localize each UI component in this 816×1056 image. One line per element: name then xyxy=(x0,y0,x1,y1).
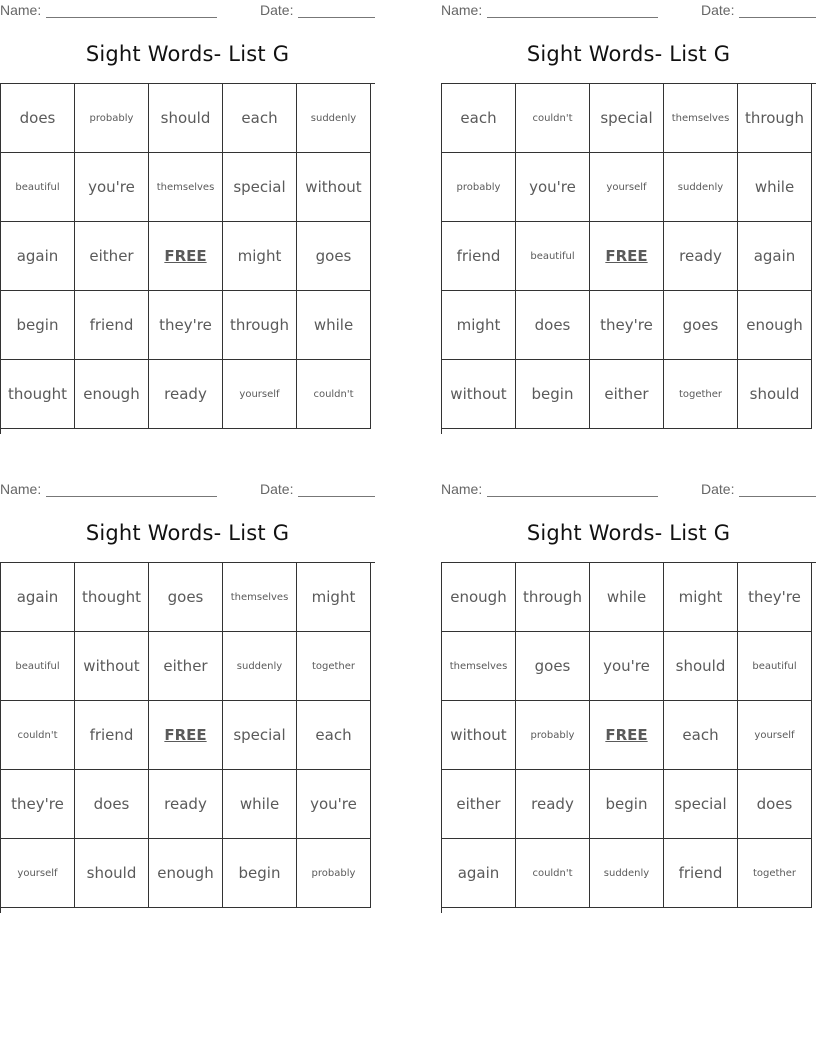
bingo-cell: thought xyxy=(75,563,149,632)
card-header xyxy=(441,2,816,20)
bingo-cell: should xyxy=(664,632,738,701)
bingo-cell: might xyxy=(664,563,738,632)
bingo-cell: couldn't xyxy=(1,701,75,770)
bingo-cell: goes xyxy=(516,632,590,701)
bingo-cell: begin xyxy=(516,360,590,429)
name-label: Name: xyxy=(441,481,483,497)
bingo-cell: enough xyxy=(149,839,223,908)
bingo-card xyxy=(441,479,816,913)
card-title: Sight Words- List G xyxy=(526,521,731,545)
bingo-cell: begin xyxy=(223,839,297,908)
card-title: Sight Words- List G xyxy=(85,521,290,545)
bingo-cell: friend xyxy=(75,701,149,770)
card-header xyxy=(441,481,816,499)
bingo-grid xyxy=(441,562,816,913)
bingo-cell: friend xyxy=(75,291,149,360)
bingo-cell: should xyxy=(149,84,223,153)
name-field-line xyxy=(46,17,217,18)
bingo-cell: enough xyxy=(738,291,812,360)
bingo-cell: yourself xyxy=(223,360,297,429)
bingo-cell: themselves xyxy=(223,563,297,632)
bingo-cell: special xyxy=(590,84,664,153)
bingo-cell: probably xyxy=(75,84,149,153)
bingo-cell: you're xyxy=(590,632,664,701)
bingo-cell: you're xyxy=(297,770,371,839)
bingo-cell: either xyxy=(590,360,664,429)
bingo-cell: while xyxy=(223,770,297,839)
bingo-cell: either xyxy=(149,632,223,701)
bingo-card xyxy=(0,479,375,913)
bingo-cell: suddenly xyxy=(590,839,664,908)
card-header xyxy=(0,2,375,20)
bingo-grid xyxy=(0,562,375,913)
bingo-cell: begin xyxy=(1,291,75,360)
bingo-grid xyxy=(441,83,816,434)
bingo-cell: ready xyxy=(149,770,223,839)
date-field-line xyxy=(739,496,816,497)
bingo-cell: probably xyxy=(516,701,590,770)
bingo-cell: couldn't xyxy=(516,84,590,153)
bingo-cell: beautiful xyxy=(516,222,590,291)
bingo-cell: does xyxy=(738,770,812,839)
bingo-cell: again xyxy=(442,839,516,908)
bingo-cell: might xyxy=(442,291,516,360)
bingo-cell: might xyxy=(297,563,371,632)
name-label: Name: xyxy=(441,2,483,18)
bingo-cell: each xyxy=(223,84,297,153)
bingo-cell: either xyxy=(442,770,516,839)
bingo-cell: ready xyxy=(664,222,738,291)
bingo-cell: does xyxy=(1,84,75,153)
bingo-cell: yourself xyxy=(738,701,812,770)
date-field-line xyxy=(298,496,375,497)
bingo-cell: while xyxy=(590,563,664,632)
bingo-cell: suddenly xyxy=(297,84,371,153)
free-space: FREE xyxy=(149,222,223,291)
bingo-cell: probably xyxy=(442,153,516,222)
bingo-cell: together xyxy=(664,360,738,429)
bingo-cell: does xyxy=(75,770,149,839)
date-label: Date: xyxy=(260,2,294,18)
bingo-cell: without xyxy=(442,360,516,429)
bingo-cell: begin xyxy=(590,770,664,839)
free-space: FREE xyxy=(590,701,664,770)
name-field-line xyxy=(46,496,217,497)
bingo-cell: beautiful xyxy=(738,632,812,701)
card-title: Sight Words- List G xyxy=(526,42,731,66)
bingo-cell: they're xyxy=(738,563,812,632)
bingo-cell: while xyxy=(738,153,812,222)
name-field-line xyxy=(487,17,658,18)
free-space: FREE xyxy=(590,222,664,291)
bingo-grid xyxy=(0,83,375,434)
bingo-cell: beautiful xyxy=(1,632,75,701)
bingo-cell: they're xyxy=(590,291,664,360)
bingo-cell: either xyxy=(75,222,149,291)
bingo-cell: ready xyxy=(149,360,223,429)
bingo-cell: through xyxy=(223,291,297,360)
bingo-cell: without xyxy=(297,153,371,222)
bingo-card xyxy=(0,0,375,434)
bingo-cell: special xyxy=(223,153,297,222)
date-label: Date: xyxy=(701,481,735,497)
bingo-cell: through xyxy=(738,84,812,153)
bingo-cell: yourself xyxy=(590,153,664,222)
bingo-cell: together xyxy=(738,839,812,908)
free-space: FREE xyxy=(149,701,223,770)
bingo-cell: themselves xyxy=(664,84,738,153)
bingo-cell: should xyxy=(738,360,812,429)
bingo-cell: special xyxy=(664,770,738,839)
bingo-cell: goes xyxy=(297,222,371,291)
bingo-cell: again xyxy=(1,222,75,291)
bingo-cell: each xyxy=(297,701,371,770)
bingo-cell: without xyxy=(442,701,516,770)
name-label: Name: xyxy=(0,2,42,18)
name-field-line xyxy=(487,496,658,497)
bingo-cell: you're xyxy=(75,153,149,222)
date-label: Date: xyxy=(260,481,294,497)
date-field-line xyxy=(298,17,375,18)
bingo-cell: again xyxy=(738,222,812,291)
bingo-cell: together xyxy=(297,632,371,701)
bingo-cell: special xyxy=(223,701,297,770)
card-header xyxy=(0,481,375,499)
bingo-cell: goes xyxy=(149,563,223,632)
bingo-cell: they're xyxy=(149,291,223,360)
bingo-cell: yourself xyxy=(1,839,75,908)
bingo-cell: through xyxy=(516,563,590,632)
name-label: Name: xyxy=(0,481,42,497)
bingo-cell: suddenly xyxy=(223,632,297,701)
bingo-cell: each xyxy=(442,84,516,153)
bingo-cell: couldn't xyxy=(297,360,371,429)
bingo-cell: does xyxy=(516,291,590,360)
bingo-cell: again xyxy=(1,563,75,632)
bingo-cell: while xyxy=(297,291,371,360)
date-label: Date: xyxy=(701,2,735,18)
bingo-cell: themselves xyxy=(442,632,516,701)
bingo-cell: should xyxy=(75,839,149,908)
bingo-cell: friend xyxy=(442,222,516,291)
bingo-cell: goes xyxy=(664,291,738,360)
bingo-cell: probably xyxy=(297,839,371,908)
bingo-cell: each xyxy=(664,701,738,770)
bingo-cell: thought xyxy=(1,360,75,429)
bingo-cell: you're xyxy=(516,153,590,222)
bingo-cell: friend xyxy=(664,839,738,908)
bingo-cell: enough xyxy=(442,563,516,632)
bingo-cell: beautiful xyxy=(1,153,75,222)
bingo-cell: they're xyxy=(1,770,75,839)
bingo-cell: might xyxy=(223,222,297,291)
bingo-cell: ready xyxy=(516,770,590,839)
bingo-cell: couldn't xyxy=(516,839,590,908)
bingo-cell: without xyxy=(75,632,149,701)
card-title: Sight Words- List G xyxy=(85,42,290,66)
bingo-cell: enough xyxy=(75,360,149,429)
bingo-card xyxy=(441,0,816,434)
bingo-cell: suddenly xyxy=(664,153,738,222)
bingo-cell: themselves xyxy=(149,153,223,222)
date-field-line xyxy=(739,17,816,18)
